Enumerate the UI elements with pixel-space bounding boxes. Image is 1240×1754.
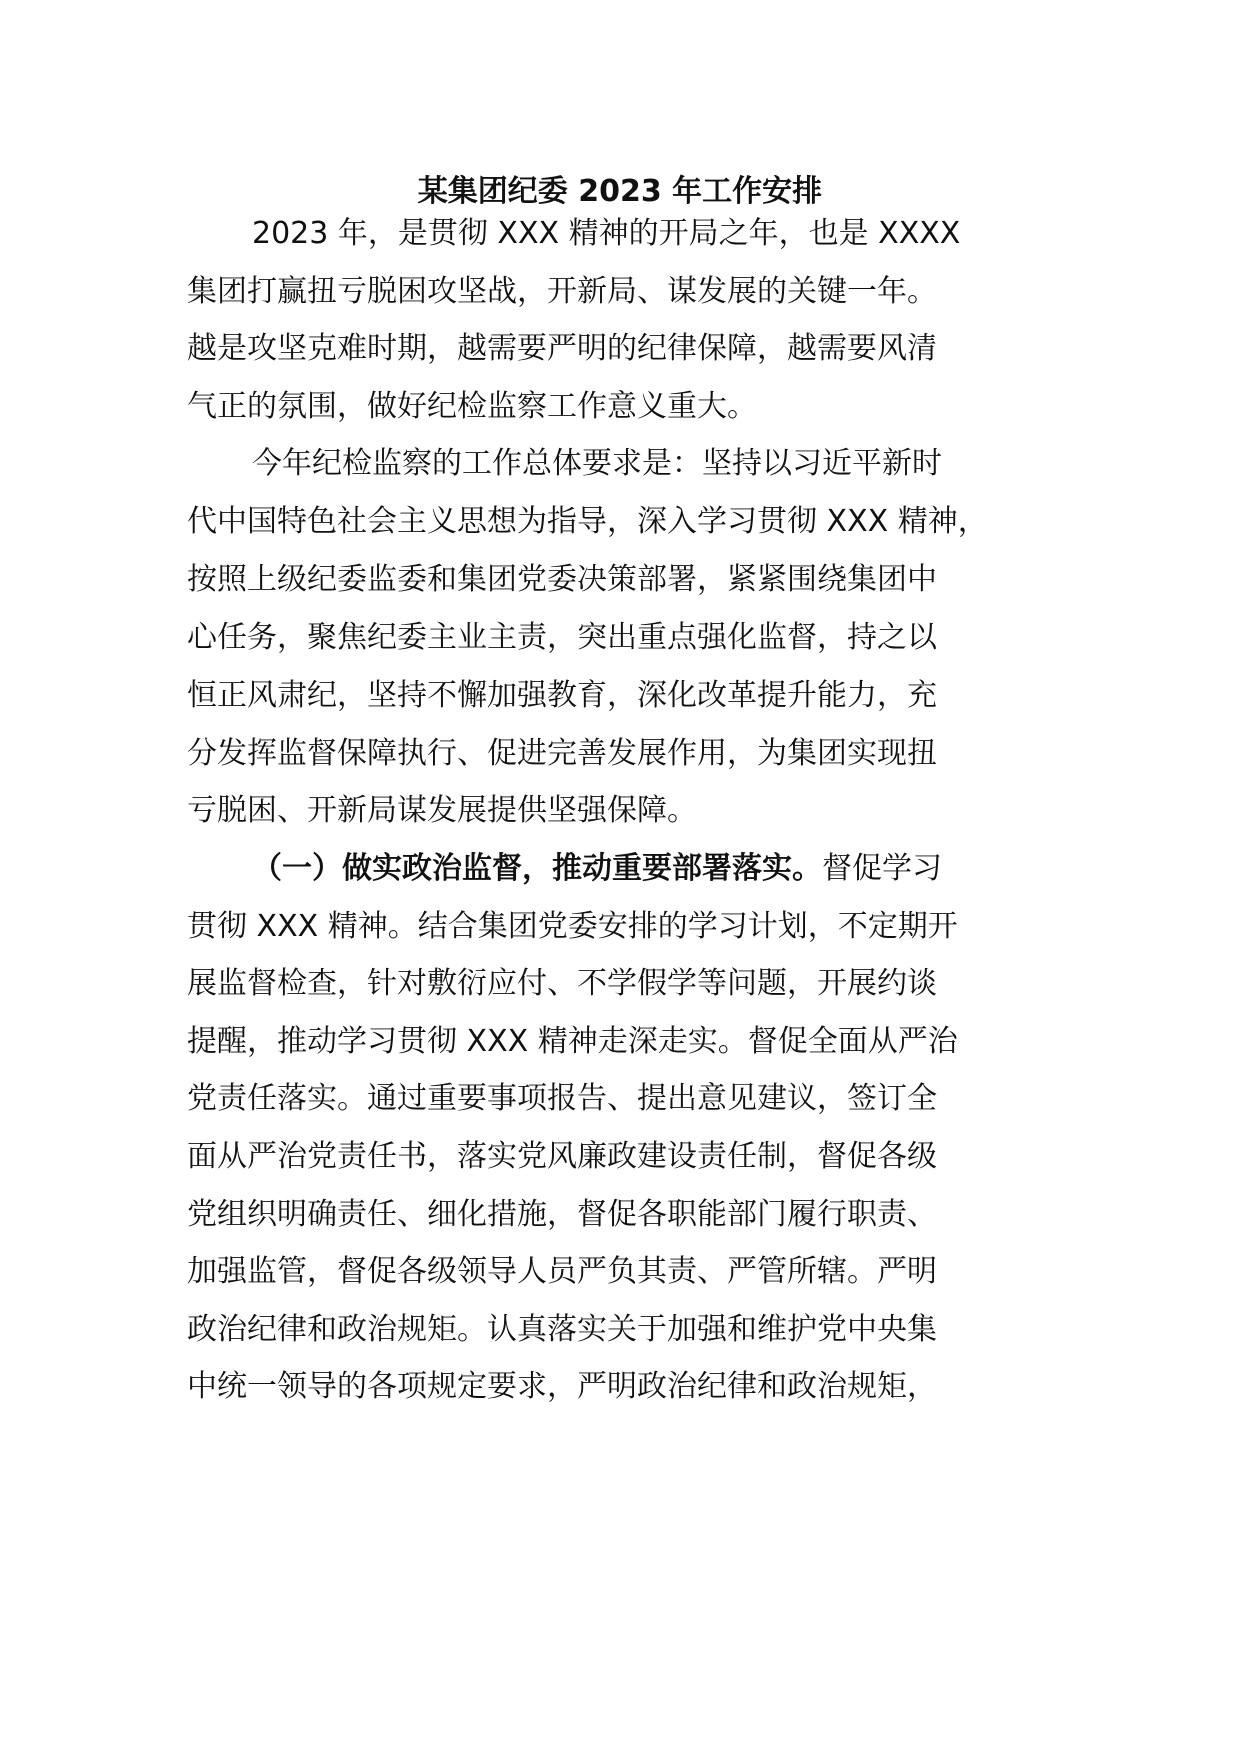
paragraph2-line-6: 分发挥监督保障执行、促进完善发展作用，为集团实现扭 <box>187 736 937 771</box>
paragraph1-line-2: 集团打赢扭亏脱困攻坚战，开新局、谋发展的关键一年。 <box>187 274 937 309</box>
document-title: 某集团纪委 2023 年工作安排 <box>417 174 823 209</box>
section1-line-10: 中统一领导的各项规定要求，严明政治纪律和政治规矩， <box>187 1369 937 1404</box>
section1-first-line <box>252 847 942 891</box>
paragraph1-line-3: 越是攻坚克难时期，越需要严明的纪律保障，越需要风清 <box>187 331 937 366</box>
section1-line-4: 提醒，推动学习贯彻 XXX 精神走深走实。督促全面从严治 <box>187 1024 958 1059</box>
paragraph2-line-4: 心任务，聚焦纪委主业主责，突出重点强化监督，持之以 <box>187 620 937 655</box>
paragraph2-line-2: 代中国特色社会主义思想为指导，深入学习贯彻 XXX 精神， <box>187 504 988 539</box>
section1-line-5: 党责任落实。通过重要事项报告、提出意见建议，签订全 <box>187 1081 937 1116</box>
paragraph1-line-4: 气正的氛围，做好纪检监察工作意义重大。 <box>187 389 757 424</box>
section1-line-7: 党组织明确责任、细化措施，督促各职能部门履行职责、 <box>187 1197 937 1232</box>
paragraph2-line-7: 亏脱困、开新局谋发展提供坚强保障。 <box>187 793 697 828</box>
section1-line-2: 贯彻 XXX 精神。结合集团党委安排的学习计划，不定期开 <box>187 909 958 944</box>
section1-line-6: 面从严治党责任书，落实党风廉政建设责任制，督促各级 <box>187 1139 937 1174</box>
section1-line-8: 加强监管，督促各级领导人员严负其责、严管所辖。严明 <box>187 1254 937 1289</box>
section1-line-9: 政治纪律和政治规矩。认真落实关于加强和维护党中央集 <box>187 1312 937 1347</box>
paragraph2-line-5: 恒正风肃纪，坚持不懈加强教育，深化改革提升能力，充 <box>187 678 937 713</box>
paragraph2-line-1: 今年纪检监察的工作总体要求是：坚持以习近平新时 <box>252 446 942 481</box>
section1-line-3: 展监督检查，针对敷衍应付、不学假学等问题，开展约谈 <box>187 966 937 1001</box>
paragraph1-line-1: 2023 年，是贯彻 XXX 精神的开局之年，也是 XXXX <box>252 216 961 251</box>
section1-heading: （一）做实政治监督，推动重要部署落实。 <box>252 851 822 886</box>
section1-first-line-rest: 督促学习 <box>822 851 942 886</box>
paragraph2-line-3: 按照上级纪委监委和集团党委决策部署，紧紧围绕集团中 <box>187 562 937 597</box>
